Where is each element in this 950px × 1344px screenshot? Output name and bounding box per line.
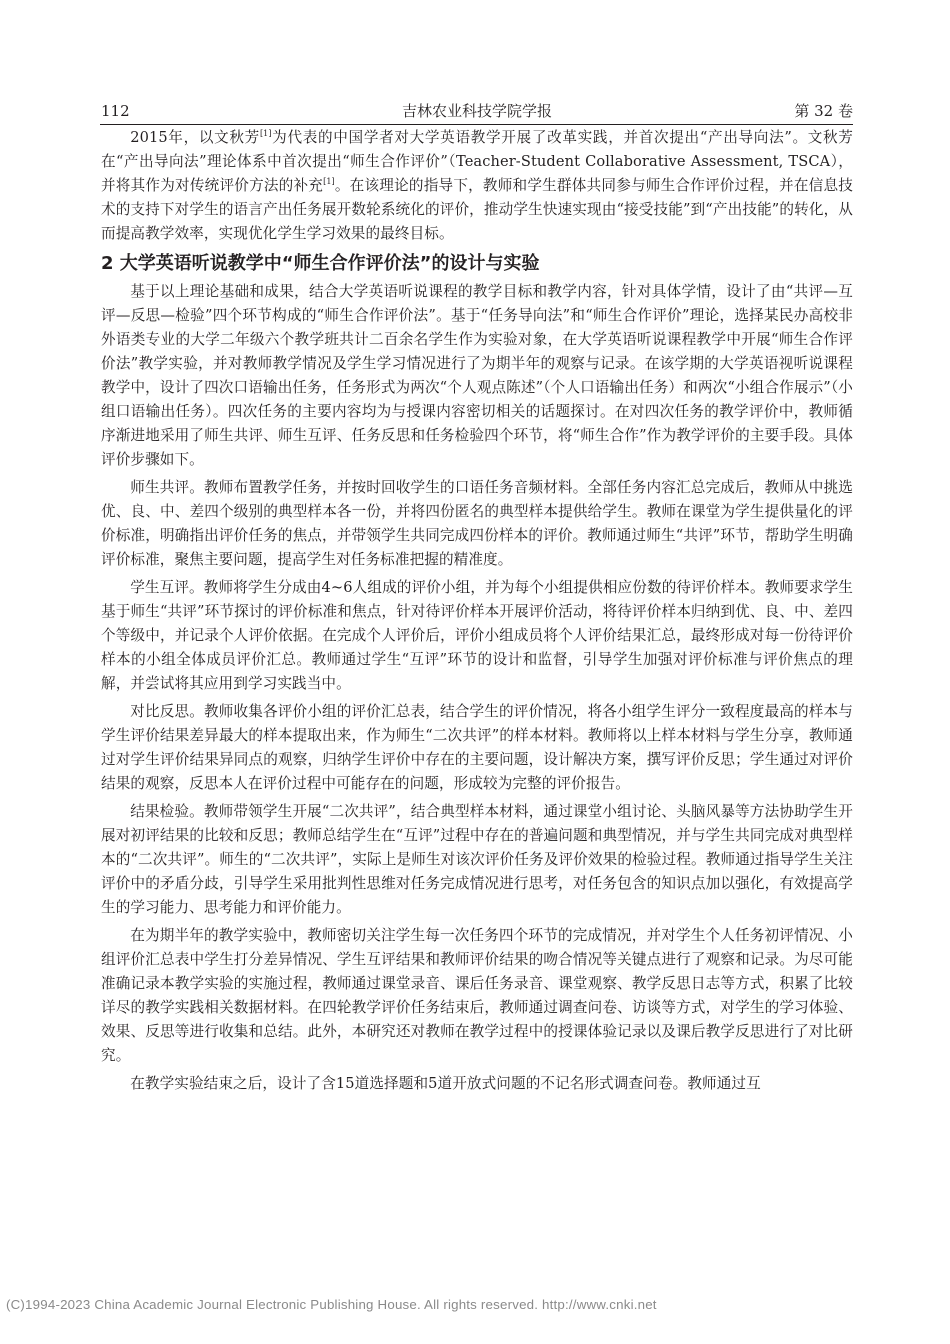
paragraph-text: 为代表的中国学者对大学英语教学开展了改革实践，并首次提出“产出导向法”。文秋芳在“产出导向法”理论体系中首次提出“师生合作评价”（Teacher-Student Collaborative Assessment, TSCA），并将其作为对传统评价方法的补充 (101, 129, 854, 194)
body-paragraph: 基于以上理论基础和成果，结合大学英语听说课程的教学目标和教学内容，针对具体学情，设计了由“共评—互评—反思—检验”四个环节构成的“师生合作评价法”。基于“任务导向法”和“师生合作评价”理论，选择某民办高校非外语类专业的大学二年级六个教学班共计二百余名学生作为实验对象，在大学英语听说课程教学中开展“师生合作评价法”教学实验，并对教师教学情况及学生学习情况进行了为期半年的观察与记录。在该学期的大学英语视听说课程教学中，设计了四次口语输出任务，任务形式为两次“个人观点陈述”（个人口语输出任务）和两次“小组合作展示”（小组口语输出任务）。四次任务的主要内容均为与授课内容密切相关的话题探讨。在对四次任务的教学评价中，教师循序渐进地采用了师生共评、师生互评、任务反思和任务检验四个环节，将“师生合作”作为教学评价的主要手段。具体评价步骤如下。 (101, 283, 853, 468)
paragraph-text: 。在该理论的指导下，教师和学生群体共同参与师生合作评价过程，并在信息技术的支持下对学生的语言产出任务展开数轮系统化的评价，推动学生快速实现由“接受技能”到“产出技能”的转化，从而提高教学效率，实现优化学生学习效果的最终目标。 (101, 177, 853, 242)
volume-label: 第 32 卷 (794, 102, 853, 120)
body-paragraph: 在教学实验结束之后，设计了含15道选择题和5道开放式问题的不记名形式调查问卷。教师通过互 (130, 1075, 761, 1092)
body-paragraph: 结果检验。教师带领学生开展“二次共评”，结合典型样本材料，通过课堂小组讨论、头脑风暴等方法协助学生开展对初评结果的比较和反思；教师总结学生在“互评”过程中存在的普遍问题和典型情况，并与学生共同完成对典型样本的“二次共评”。师生的“二次共评”，实际上是师生对该次评价任务及评价效果的检验过程。教师通过指导学生关注评价中的矛盾分歧，引导学生采用批判性思维对任务完成情况进行思考，对任务包含的知识点加以强化，有效提高学生的学习能力、思考能力和评价能力。 (101, 803, 853, 916)
body-paragraph: 在为期半年的教学实验中，教师密切关注学生每一次任务四个环节的完成情况，并对学生个人任务初评情况、小组评价汇总表中学生打分差异情况、学生互评结果和教师评价结果的吻合情况等关键点进行了观察和记录。为尽可能准确记录本教学实验的实施过程，教师通过课堂录音、课后任务录音、课堂观察、教学反思日志等方式，积累了比较详尽的教学实践相关数据材料。在四轮教学评价任务结束后，教师通过调查问卷、访谈等方式，对学生的学习体验、效果、反思等进行收集和总结。此外，本研究还对教师在教学过程中的授课体验记录以及课后教学反思进行了对比研究。 (101, 927, 853, 1064)
citation-ref[interactable]: [1] (323, 177, 335, 187)
copyright-footer: (C)1994-2023 China Academic Journal Electronic Publishing House. All rights reserved. http://www.cnki.net (6, 1297, 657, 1312)
running-header (101, 100, 853, 122)
paragraph-text: 2015年，以文秋芳 (130, 129, 260, 146)
header-rule (100, 124, 853, 125)
body-paragraph: 学生互评。教师将学生分成由4~6人组成的评价小组，并为每个小组提供相应份数的待评价样本。教师要求学生基于师生“共评”环节探讨的评价标准和焦点，针对待评价样本开展评价活动，将待评价样本归纳到优、良、中、差四个等级中，并记录个人评价依据。在完成个人评价后，评价小组成员将个人评价结果汇总，最终形成对每一份待评价样本的小组全体成员评价汇总。教师通过学生“互评”环节的设计和监督，引导学生加强对评价标准与评价焦点的理解，并尝试将其应用到学习实践当中。 (101, 579, 853, 692)
intro-paragraph (101, 126, 853, 246)
journal-title: 吉林农业科技学院学报 (401, 102, 552, 120)
citation-ref[interactable]: [1] (259, 129, 272, 139)
body-paragraph: 对比反思。教师收集各评价小组的评价汇总表，结合学生的评价情况，将各小组学生评分一致程度最高的样本与学生评价结果差异最大的样本提取出来，作为师生“二次共评”的样本材料。教师将以上样本材料与学生分享，教师通过对学生评价结果异同点的观察，归纳学生评价中存在的主要问题，设计解决方案，撰写评价反思；学生通过对评价结果的观察，反思本人在评价过程中可能存在的问题，形成较为完整的评价报告。 (101, 703, 853, 792)
article-body (101, 126, 853, 1096)
body-paragraph: 师生共评。教师布置教学任务，并按时回收学生的口语任务音频材料。全部任务内容汇总完成后，教师从中挑选优、良、中、差四个级别的典型样本各一份，并将四份匿名的典型样本提供给学生。教师在课堂为学生提供量化的评价标准，明确指出评价任务的焦点，并带领学生共同完成四份样本的评价。教师通过师生“共评”环节，帮助学生明确评价标准，聚焦主要问题，提高学生对任务标准把握的精准度。 (101, 479, 853, 568)
section-heading: 2 大学英语听说教学中“师生合作评价法”的设计与实验 (101, 253, 540, 274)
page-number: 112 (101, 102, 130, 120)
